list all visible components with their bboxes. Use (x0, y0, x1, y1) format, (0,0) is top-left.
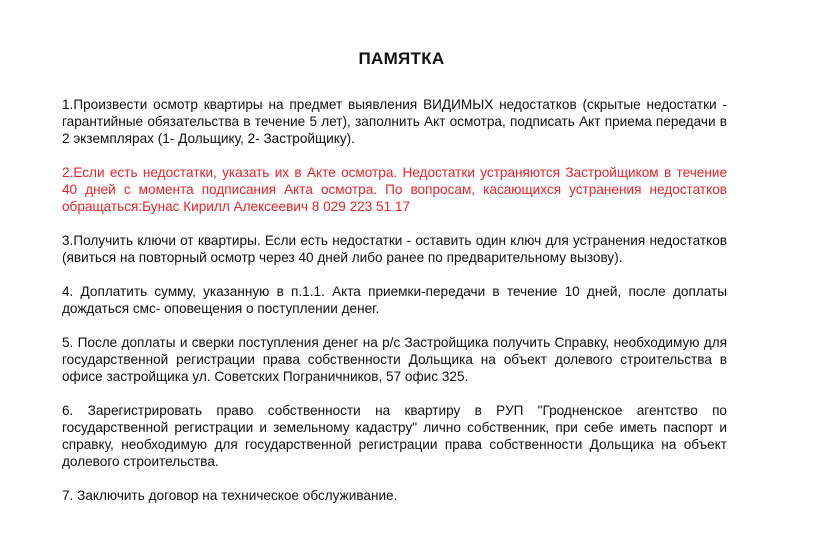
memo-item-5: 5. После доплаты и сверки поступления денег на р/с Застройщика получить Справку, необходимую для государственной регистрации права собственности Дольщика на объект долевого строительства в офисе застройщика ул. Советских Пограничников, 57 офис 325. (62, 335, 727, 384)
memo-item-1: 1.Произвести осмотр квартиры на предмет выявления ВИДИМЫХ недостатков (скрытые недостатки - гарантийные обязательства в течение 5 лет), заполнить Акт осмотра, подписать Акт приема передачи в 2 экземплярах (1- Дольщику, 2- Застройщику). (62, 97, 727, 146)
memo-item-4: 4. Доплатить сумму, указанную в п.1.1. Акта приемки-передачи в течение 10 дней, после доплаты дождаться смс- оповещения о поступлении денег. (62, 284, 727, 316)
memo-item-2-highlighted: 2.Если есть недостатки, указать их в Акте осмотра. Недостатки устраняются Застройщиком в течение 40 дней с момента подписания Акта осмотра. По вопросам, касающихся устранения недостатков обращаться:Бунас Кирилл Алексеевич 8 029 223 51 17 (62, 165, 727, 214)
memo-item-3: 3.Получить ключи от квартиры. Если есть недостатки - оставить один ключ для устранения недостатков (явиться на повторный осмотр через 40 дней либо ранее по предварительному вызову). (62, 233, 727, 265)
memo-items-list (62, 96, 727, 521)
page-title: ПАМЯТКА (358, 49, 445, 68)
memo-item-7: 7. Заключить договор на техническое обслуживание. (62, 488, 398, 503)
memo-item-6: 6. Зарегистрировать право собственности на квартиру в РУП "Гродненское агентство по государственной регистрации и земельному кадастру" лично собственник, при себе иметь паспорт и справку, необходимую для государственной регистрации права собственности Дольщика на объект долевого строительства. (62, 403, 727, 469)
